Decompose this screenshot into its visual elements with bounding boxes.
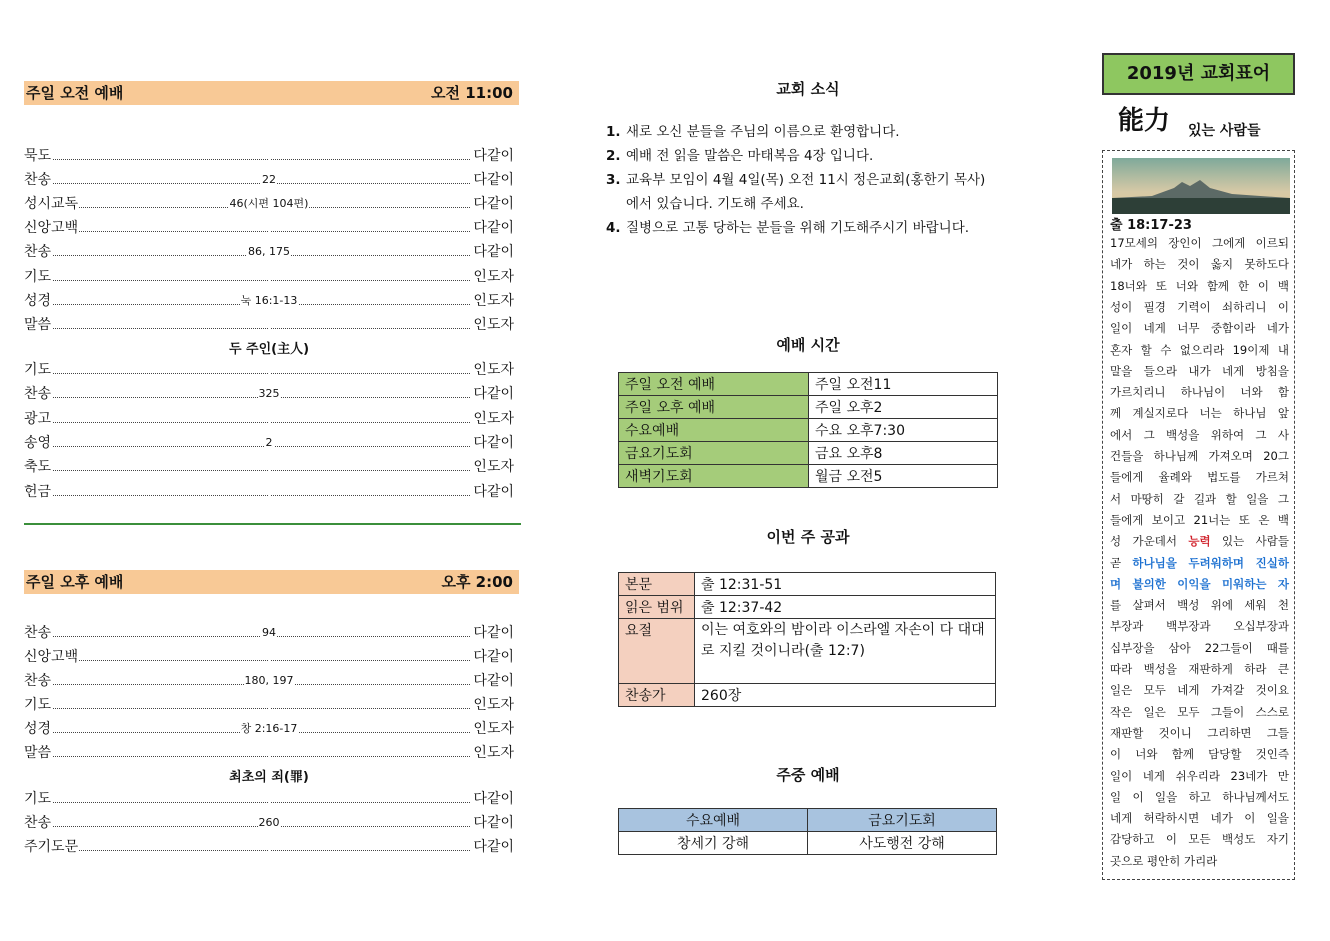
order-item-leader: 인도자 xyxy=(473,408,514,430)
table-row xyxy=(619,442,998,465)
table-row xyxy=(619,573,996,596)
order-item-leader: 다같이 xyxy=(473,836,514,858)
verse-line: 성 가운데서 능력 있는 사람들 xyxy=(1110,534,1289,549)
table-cell: 수요예배 xyxy=(619,419,809,442)
order-item-leader: 다같이 xyxy=(473,169,514,191)
verse-line: 들에게 율례와 법도를 가르쳐 xyxy=(1110,470,1289,485)
table-cell: 찬송가 xyxy=(619,684,695,707)
verse-line: 를 살펴서 백성 위에 세워 천 xyxy=(1110,598,1289,613)
table-cell: 주일 오후 예배 xyxy=(619,396,809,419)
order-item xyxy=(24,241,514,263)
motto-title: 2019년 교회표어 xyxy=(1102,53,1295,95)
order-item-detail xyxy=(24,145,514,167)
order-item-detail: 260 xyxy=(258,816,280,829)
section-divider xyxy=(24,523,521,525)
pm-sermon-title: 최초의 죄(罪) xyxy=(229,770,309,785)
mountain-image xyxy=(1112,158,1290,214)
verse-line: 네게 허락하시면 네가 이 일을 xyxy=(1110,811,1289,826)
verse-line: 감당하고 이 모든 백성도 자기 xyxy=(1110,832,1289,847)
table-cell: 수요 오후7:30 xyxy=(809,419,998,442)
table-row xyxy=(619,419,998,442)
order-item xyxy=(24,432,514,454)
table-cell: 주일 오전11 xyxy=(809,373,998,396)
verse-line: 따라 백성을 재판하게 하라 큰 xyxy=(1110,662,1289,676)
order-item-detail xyxy=(24,742,514,764)
news-list xyxy=(606,120,1026,240)
lesson-title: 이번 주 공과 xyxy=(766,528,850,546)
order-item-name: 찬송 xyxy=(24,670,52,692)
news-title: 교회 소식 xyxy=(776,80,840,98)
order-item-detail: 325 xyxy=(258,387,280,401)
verse-line: 곳으로 평안히 가리라 xyxy=(1110,853,1218,868)
order-item-name: 찬송 xyxy=(24,812,52,834)
table-cell: 금요 오후8 xyxy=(809,442,998,465)
order-item-leader: 인도자 xyxy=(473,456,514,478)
order-item xyxy=(24,836,514,858)
order-item-leader: 인도자 xyxy=(473,290,514,312)
order-item-leader: 다같이 xyxy=(473,812,514,834)
table-cell: 주일 오후2 xyxy=(809,396,998,419)
order-item-leader: 다같이 xyxy=(473,481,514,503)
news-item xyxy=(606,216,1026,240)
order-item-leader: 다같이 xyxy=(473,788,514,810)
lesson-summary-line: 로 지킬 것이니라(출 12:7) xyxy=(701,643,865,659)
order-item-name: 말씀 xyxy=(24,314,52,336)
verse-line: 일은 모두 네게 가져갈 것이요 xyxy=(1110,683,1289,698)
table-cell: 본문 xyxy=(619,573,695,596)
verse-line: 이 너와 함께 담당할 것인즉 xyxy=(1110,747,1289,762)
order-item-leader: 다같이 xyxy=(473,432,514,454)
table-cell: 금요기도회 xyxy=(619,442,809,465)
verse-line: 에서 그 백성을 위하여 그 사 xyxy=(1110,427,1289,442)
order-item-leader: 인도자 xyxy=(473,314,514,336)
order-item-name: 광고 xyxy=(24,408,52,430)
order-item xyxy=(24,266,514,288)
order-item-name: 찬송 xyxy=(24,241,52,263)
table-row xyxy=(619,596,996,619)
order-item-name: 기도 xyxy=(24,694,52,716)
order-item-name: 기도 xyxy=(24,359,52,381)
order-item xyxy=(24,694,514,716)
order-item-leader: 다같이 xyxy=(473,193,514,215)
verse-line: 18너와 또 너와 함께 한 이 백 xyxy=(1110,278,1289,293)
table-cell: 읽은 범위 xyxy=(619,596,695,619)
order-item xyxy=(24,670,514,692)
verse-line: 일이 네게 쉬우리라 23네가 만 xyxy=(1110,768,1289,783)
news-text: 교육부 모임이 4월 4일(목) 오전 11시 정은교회(홍한기 목사) xyxy=(626,172,986,188)
weekday-table xyxy=(618,808,997,855)
schedule-title: 예배 시간 xyxy=(776,336,840,354)
order-item-leader: 인도자 xyxy=(473,742,514,764)
news-num: 1. xyxy=(606,124,621,140)
order-item-detail xyxy=(24,217,514,239)
motto-big-text: 能力 xyxy=(1118,106,1171,136)
order-item xyxy=(24,622,514,644)
news-num: 2. xyxy=(606,148,621,164)
order-item xyxy=(24,359,514,381)
weekday-title: 주중 예배 xyxy=(776,766,840,784)
order-item-leader: 인도자 xyxy=(473,359,514,381)
am-service-time: 오전 11:00 xyxy=(431,84,513,102)
order-item-leader: 다같이 xyxy=(473,241,514,263)
order-item-detail: 눅 16:1-13 xyxy=(240,293,298,307)
pm-service-title: 주일 오후 예배 xyxy=(26,573,124,591)
order-item-detail xyxy=(24,646,514,668)
verse-line: 작은 일은 모두 그들이 스스로 xyxy=(1110,704,1289,719)
order-item xyxy=(24,742,514,764)
schedule-table xyxy=(618,372,998,488)
verse-reference: 출 18:17-23 xyxy=(1110,218,1192,233)
order-item xyxy=(24,217,514,239)
verse-line: 말을 들으라 내가 네게 방침을 xyxy=(1110,363,1289,378)
order-item-name: 찬송 xyxy=(24,383,52,405)
news-text-cont: 에서 있습니다. 기도해 주세요. xyxy=(626,196,804,212)
order-item xyxy=(24,788,514,810)
verse-line: 성이 필경 기력이 쇠하리니 이 xyxy=(1110,299,1289,314)
order-item-detail xyxy=(24,359,514,381)
table-cell: 창세기 강해 xyxy=(619,832,808,855)
order-item-name: 찬송 xyxy=(24,622,52,644)
lesson-summary-line: 이는 여호와의 밤이라 이스라엘 자손이 다 대대 xyxy=(701,622,985,638)
order-item-detail: 2 xyxy=(265,435,273,449)
order-item xyxy=(24,193,514,215)
order-item xyxy=(24,169,514,191)
order-item-leader: 인도자 xyxy=(473,694,514,716)
am-service-header xyxy=(24,81,519,105)
order-item xyxy=(24,456,514,478)
order-item-name: 기도 xyxy=(24,788,52,810)
order-item xyxy=(24,481,514,503)
table-row xyxy=(619,809,997,832)
order-item-leader: 인도자 xyxy=(473,718,514,740)
verse-line: 재판할 것이니 그리하면 그들 xyxy=(1110,725,1289,740)
table-row xyxy=(619,396,998,419)
order-item-leader: 다같이 xyxy=(473,670,514,692)
order-item-detail: 창 2:16-17 xyxy=(240,722,298,735)
order-item-leader: 다같이 xyxy=(473,145,514,167)
order-item-leader: 다같이 xyxy=(473,383,514,405)
order-item-leader: 다같이 xyxy=(473,622,514,644)
order-item-detail xyxy=(24,481,514,503)
verse-line: 17모세의 장인이 그에게 이르되 xyxy=(1110,236,1289,250)
table-row xyxy=(619,373,998,396)
verse-line: 께 계실지로다 너는 하나님 앞 xyxy=(1110,406,1289,421)
order-item-name: 신앙고백 xyxy=(24,646,79,668)
motto-subtitle: 있는 사람들 xyxy=(1188,123,1261,139)
table-cell: 새벽기도회 xyxy=(619,465,809,488)
table-cell: 주일 오전 예배 xyxy=(619,373,809,396)
order-item-name: 묵도 xyxy=(24,145,52,167)
order-item-name: 주기도문 xyxy=(24,836,79,858)
news-item xyxy=(606,120,1026,144)
order-item xyxy=(24,383,514,405)
order-item-detail xyxy=(24,694,514,716)
table-cell: 월금 오전5 xyxy=(809,465,998,488)
order-item-detail: 94 xyxy=(262,626,276,639)
order-item-detail: 46(시편 104편) xyxy=(229,197,309,211)
table-cell: 사도행전 강해 xyxy=(808,832,997,855)
pm-service-time: 오후 2:00 xyxy=(441,573,513,591)
news-text: 새로 오신 분들을 주님의 이름으로 환영합니다. xyxy=(626,124,900,140)
order-item xyxy=(24,408,514,430)
table-cell: 출 12:31-51 xyxy=(695,573,996,596)
news-item xyxy=(606,144,1026,168)
order-item-detail xyxy=(24,408,514,430)
table-cell xyxy=(695,619,996,684)
order-item-name: 성경 xyxy=(24,290,52,312)
news-item xyxy=(606,168,1026,216)
order-item-detail xyxy=(24,788,514,810)
order-item-detail xyxy=(24,314,514,336)
order-item xyxy=(24,314,514,336)
am-service-title: 주일 오전 예배 xyxy=(26,84,124,102)
table-row xyxy=(619,619,996,684)
news-text: 예배 전 읽을 말씀은 마태복음 4장 입니다. xyxy=(626,148,874,164)
order-item-name: 송영 xyxy=(24,432,52,454)
order-item xyxy=(24,646,514,668)
order-item-name: 성경 xyxy=(24,718,52,740)
table-row xyxy=(619,684,996,707)
order-item xyxy=(24,290,514,312)
verse-line: 건들을 하나님께 가져오며 20그 xyxy=(1110,449,1289,463)
verse-line: 곧 하나님을 두려워하며 진실하 xyxy=(1110,555,1289,570)
am-sermon-title: 두 주인(主人) xyxy=(228,342,310,357)
table-row xyxy=(619,465,998,488)
order-item-leader: 다같이 xyxy=(473,217,514,239)
verse-line: 부장과 백부장과 오십부장과 xyxy=(1110,619,1289,634)
verse-line: 가르치리니 하나님이 너와 함 xyxy=(1110,385,1289,400)
order-item-detail xyxy=(24,456,514,478)
order-item-detail: 180, 197 xyxy=(244,674,294,687)
verse-line: 들에게 보이고 21너는 또 온 백 xyxy=(1110,512,1289,527)
table-cell: 260장 xyxy=(695,684,996,707)
order-item xyxy=(24,812,514,834)
pm-service-header xyxy=(24,570,519,594)
order-item-name: 헌금 xyxy=(24,481,52,503)
verse-line: 며 불의한 이익을 미워하는 자 xyxy=(1110,576,1289,591)
verse-line: 서 마땅히 갈 길과 할 일을 그 xyxy=(1110,491,1289,506)
order-item-name: 성시교독 xyxy=(24,193,79,215)
news-num: 3. xyxy=(606,172,621,188)
verse-line: 십부장을 삼아 22그들이 때를 xyxy=(1110,640,1289,655)
order-item-name: 말씀 xyxy=(24,742,52,764)
news-num: 4. xyxy=(606,220,621,236)
order-item-detail xyxy=(24,836,514,858)
order-item xyxy=(24,718,514,740)
table-row xyxy=(619,832,997,855)
verse-line: 일이 네게 너무 중함이라 네가 xyxy=(1110,321,1289,336)
table-cell: 출 12:37-42 xyxy=(695,596,996,619)
order-item-leader: 인도자 xyxy=(473,266,514,288)
news-text: 질병으로 고통 당하는 분들을 위해 기도해주시기 바랍니다. xyxy=(626,220,970,236)
table-cell: 금요기도회 xyxy=(808,809,997,832)
verse-line: 혼자 할 수 없으리라 19이제 내 xyxy=(1110,342,1289,357)
verse-line: 네가 하는 것이 옳지 못하도다 xyxy=(1110,257,1289,272)
order-item-detail xyxy=(24,266,514,288)
order-item-detail: 86, 175 xyxy=(248,245,290,259)
order-item xyxy=(24,145,514,167)
order-item-name: 찬송 xyxy=(24,169,52,191)
table-cell: 수요예배 xyxy=(619,809,808,832)
order-item-leader: 다같이 xyxy=(473,646,514,668)
order-item-name: 기도 xyxy=(24,266,52,288)
verse-line: 일 이 일을 하고 하나님께서도 xyxy=(1110,789,1289,804)
order-item-detail: 22 xyxy=(262,173,276,187)
order-item-name: 신앙고백 xyxy=(24,217,79,239)
lesson-table xyxy=(618,572,996,707)
order-item-name: 축도 xyxy=(24,456,52,478)
table-cell: 요절 xyxy=(619,619,695,684)
